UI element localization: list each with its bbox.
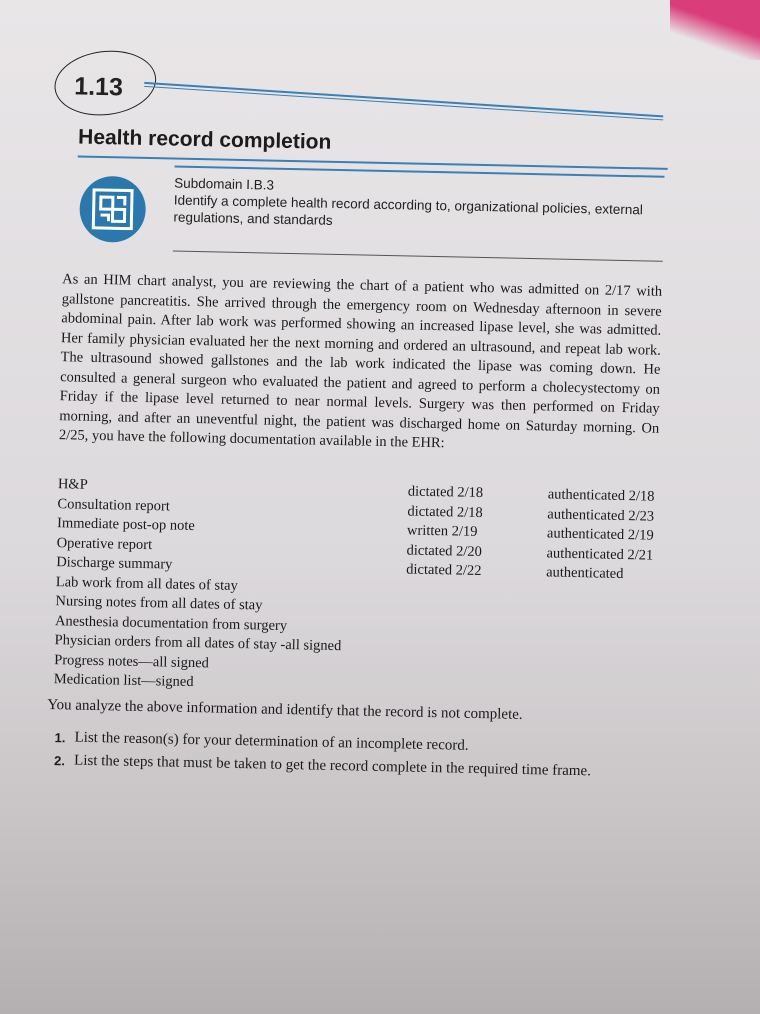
subdomain-bottom-rule [173,251,663,262]
document-status: dictated 2/22 [406,561,482,580]
document-authentication: authenticated [545,564,624,583]
subdomain-description: Identify a complete health record according to, organizational policies, external regulations, and standards [173,192,643,228]
analysis-statement: You analyze the above information and identify that the record is not complete. [47,696,523,723]
document-name: H&P [57,476,88,493]
health-record-icon [79,176,146,243]
document-status: written 2/19 [406,522,478,540]
document-name: Lab work from all dates of stay [55,573,239,594]
document-name: Progress notes—all signed [54,651,210,671]
decorative-rule [144,82,663,118]
document-name: Medication list—signed [53,671,194,691]
section-number: 1.13 [73,72,124,102]
document-authentication: authenticated 2/18 [547,486,655,505]
document-name: Immediate post-op note [56,515,195,535]
subdomain-label: Subdomain I.B.3 [174,175,275,193]
background-corner [670,0,760,60]
document-name: Consultation report [57,495,171,515]
document-name: Physician orders from all dates of stay -all signed [54,632,342,655]
document-name: Operative report [56,534,153,553]
section-title: Health record completion [77,125,332,154]
question-number: 2. [53,753,66,769]
question-number: 1. [54,730,66,746]
question-text: List the steps that must be taken to get the record complete in the required time frame. [73,752,592,780]
subdomain-block [173,175,674,236]
question-list [54,728,675,787]
document-name: Nursing notes from all dates of stay [55,593,263,614]
decorative-rule [144,86,663,121]
document-authentication: authenticated 2/23 [547,505,655,525]
document-authentication: authenticated 2/21 [546,544,654,564]
scenario-paragraph: As an HIM chart analyst, you are reviewing the chart of a patient who was admitted on 2/17 with gallstone pancreatitis. She arrived through the emergency room on Wednesday afternoon in severe abdominal pain. After lab work was performed showing an increased lipase level, she was admitted. Her family physician evaluated her the next morning and ordered an ultrasound, and repeat lab work. The ultrasound showed gallstones and the lab work indicated the lipase was coming down. He consulted a general surgeon who evaluated the patient and agreed to perform a cholecystectomy on Friday if the lipase level returned to near normal levels. Surgery was then performed on Friday morning, and after an uneventful night, the patient was discharged home on Saturday morning. On 2/25, you have the following documentation available in the EHR: [58,271,663,452]
document-status: dictated 2/18 [407,483,484,502]
question-text: List the reason(s) for your determination of an incomplete record. [74,729,469,754]
page-content [47,50,705,780]
document-status: dictated 2/18 [407,502,483,521]
document-status: dictated 2/20 [406,541,483,560]
document-name: Discharge summary [56,554,173,573]
document-name: Anesthesia documentation from surgery [54,612,288,634]
title-rule [78,156,668,170]
documentation-list [54,475,678,702]
document-authentication: authenticated 2/19 [546,525,654,544]
